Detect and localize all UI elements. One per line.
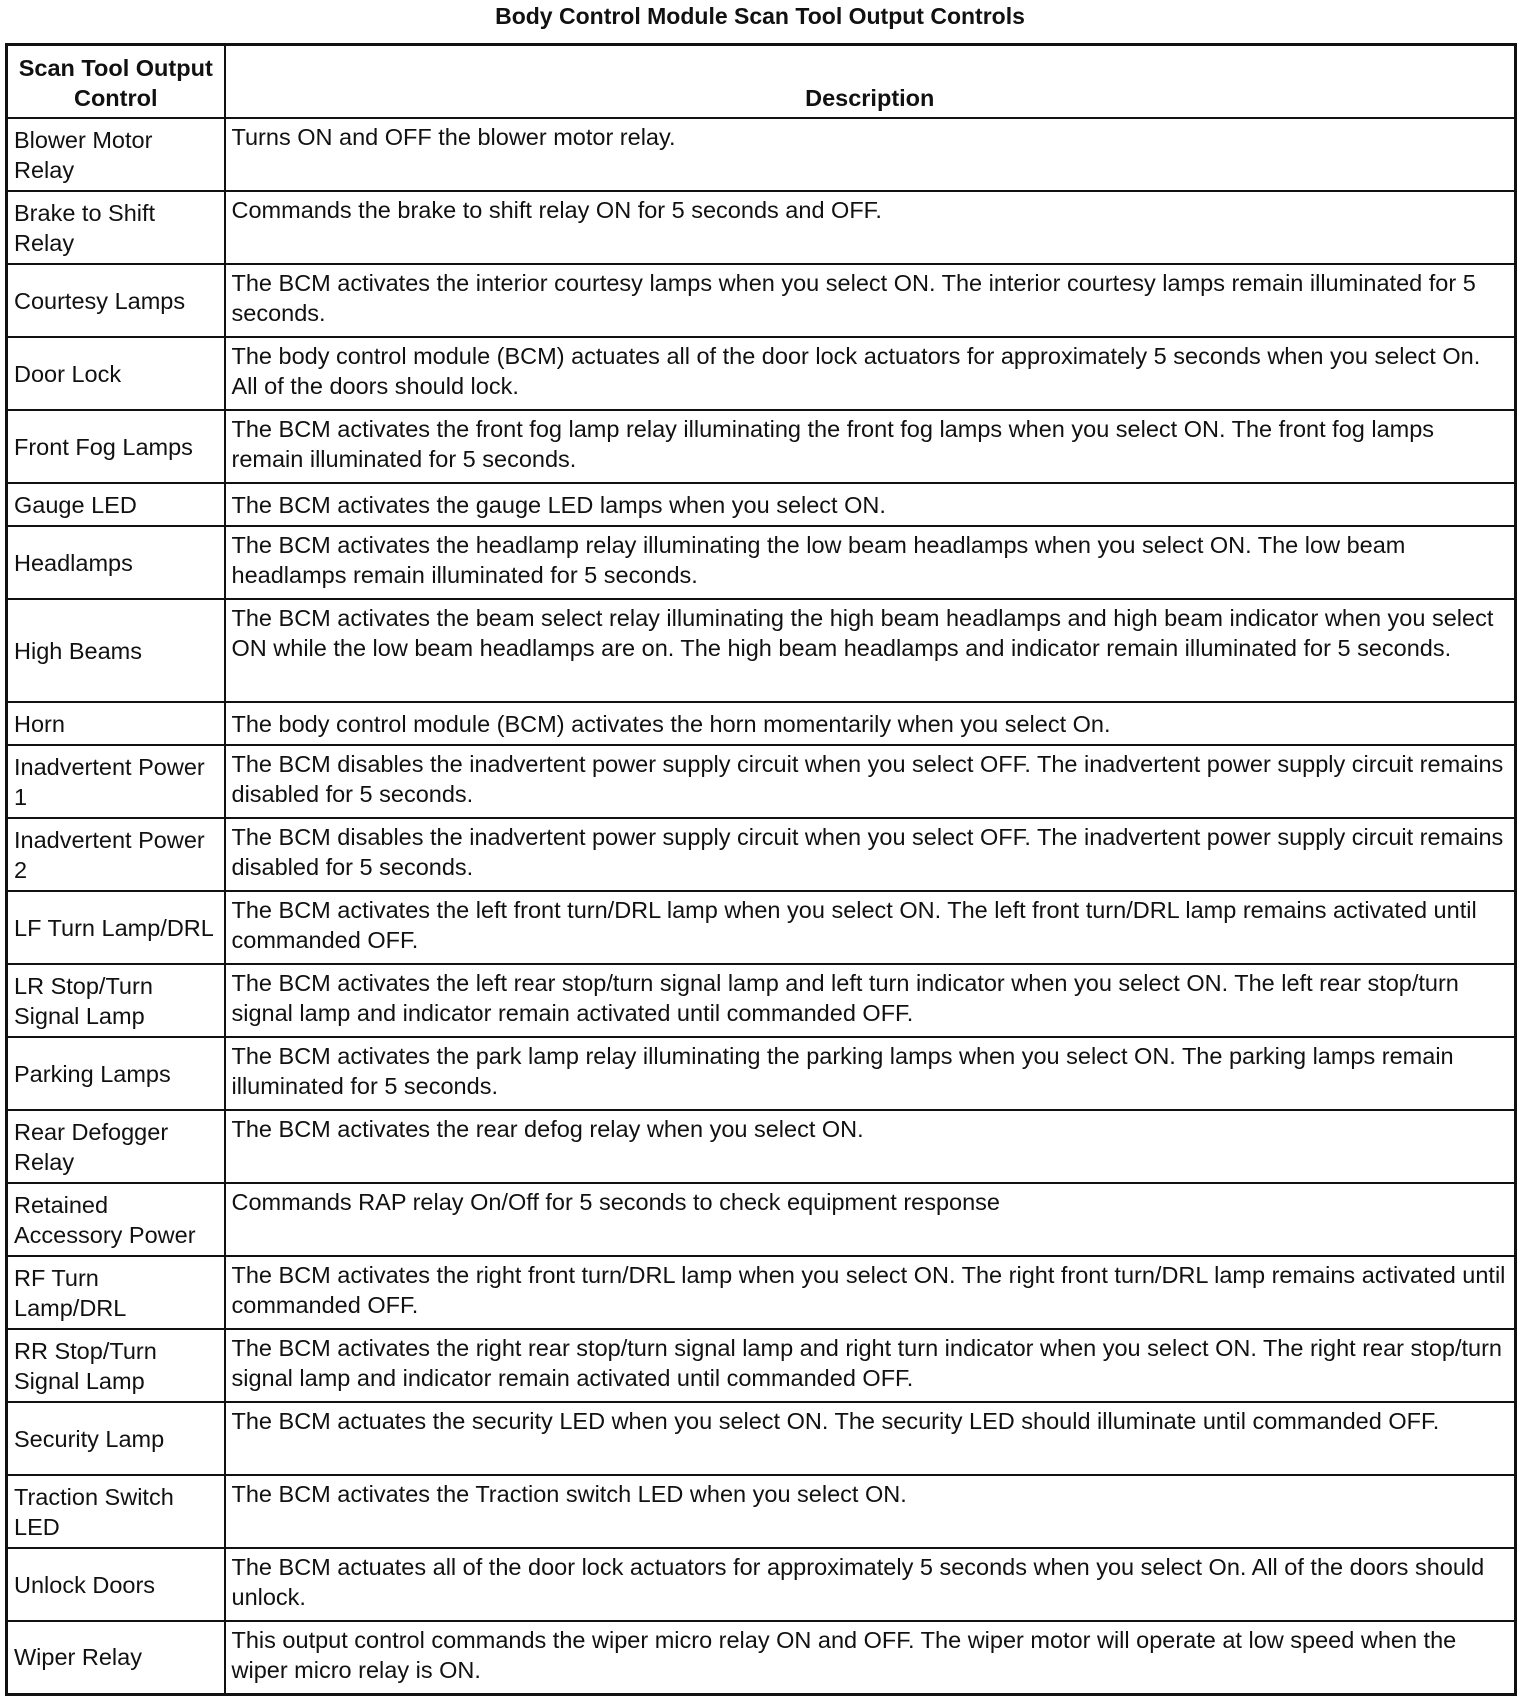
description-cell: The body control module (BCM) actuates all of the door lock actuators for approximately 5 seconds when you select On. All of the doors should lock. <box>225 337 1516 410</box>
table-row <box>7 526 1516 599</box>
control-name-cell: Inadvertent Power 2 <box>7 818 225 891</box>
table-row <box>7 1329 1516 1402</box>
description-cell: The BCM disables the inadvertent power supply circuit when you select OFF. The inadvertent power supply circuit remains disabled for 5 seconds. <box>225 818 1516 891</box>
control-name-cell: Horn <box>7 702 225 745</box>
control-name-cell: LR Stop/Turn Signal Lamp <box>7 964 225 1037</box>
control-name-cell: Traction Switch LED <box>7 1475 225 1548</box>
table-row <box>7 964 1516 1037</box>
table-row <box>7 118 1516 191</box>
page-title: Body Control Module Scan Tool Output Controls <box>495 3 1025 29</box>
table-row <box>7 410 1516 483</box>
control-name-cell: LF Turn Lamp/DRL <box>7 891 225 964</box>
table-row <box>7 191 1516 264</box>
control-name-cell: Parking Lamps <box>7 1037 225 1110</box>
control-name-cell: Security Lamp <box>7 1402 225 1475</box>
control-name-cell: Gauge LED <box>7 483 225 526</box>
description-cell: The BCM activates the beam select relay illuminating the high beam headlamps and high beam indicator when you select ON while the low beam headlamps are on. The high beam headlamps and indicator remain illuminated for 5 seconds. <box>225 599 1516 702</box>
control-name-cell: RR Stop/Turn Signal Lamp <box>7 1329 225 1402</box>
control-name-cell: Blower Motor Relay <box>7 118 225 191</box>
description-cell: The BCM actuates all of the door lock actuators for approximately 5 seconds when you select On. All of the doors should unlock. <box>225 1548 1516 1621</box>
description-cell: The BCM activates the gauge LED lamps when you select ON. <box>225 483 1516 526</box>
control-name-cell: High Beams <box>7 599 225 702</box>
column-header-description: Description <box>225 45 1516 119</box>
control-name-cell: Headlamps <box>7 526 225 599</box>
description-cell: The BCM actuates the security LED when you select ON. The security LED should illuminate until commanded OFF. <box>225 1402 1516 1475</box>
control-name-cell: Unlock Doors <box>7 1548 225 1621</box>
table-row <box>7 264 1516 337</box>
description-cell: This output control commands the wiper micro relay ON and OFF. The wiper motor will operate at low speed when the wiper micro relay is ON. <box>225 1621 1516 1694</box>
table-row <box>7 891 1516 964</box>
description-cell: Commands the brake to shift relay ON for 5 seconds and OFF. <box>225 191 1516 264</box>
table-row <box>7 1256 1516 1329</box>
column-header-control: Scan Tool Output Control <box>7 45 225 119</box>
description-cell: Turns ON and OFF the blower motor relay. <box>225 118 1516 191</box>
description-cell: The BCM activates the right front turn/DRL lamp when you select ON. The right front turn/DRL lamp remains activated until commanded OFF. <box>225 1256 1516 1329</box>
description-cell: The BCM activates the rear defog relay when you select ON. <box>225 1110 1516 1183</box>
control-name-cell: Rear Defogger Relay <box>7 1110 225 1183</box>
description-cell: The BCM activates the Traction switch LED when you select ON. <box>225 1475 1516 1548</box>
table-row <box>7 702 1516 745</box>
description-cell: The BCM activates the headlamp relay illuminating the low beam headlamps when you select ON. The low beam headlamps remain illuminated for 5 seconds. <box>225 526 1516 599</box>
table-row <box>7 1037 1516 1110</box>
control-name-cell: Inadvertent Power 1 <box>7 745 225 818</box>
table-row <box>7 1183 1516 1256</box>
control-name-cell: Front Fog Lamps <box>7 410 225 483</box>
table-row <box>7 1475 1516 1548</box>
description-cell: The BCM activates the left front turn/DRL lamp when you select ON. The left front turn/DRL lamp remains activated until commanded OFF. <box>225 891 1516 964</box>
table-row <box>7 745 1516 818</box>
description-cell: The BCM activates the park lamp relay illuminating the parking lamps when you select ON. The parking lamps remain illuminated for 5 seconds. <box>225 1037 1516 1110</box>
control-name-cell: RF Turn Lamp/DRL <box>7 1256 225 1329</box>
control-name-cell: Door Lock <box>7 337 225 410</box>
description-cell: The BCM activates the right rear stop/turn signal lamp and right turn indicator when you select ON. The right rear stop/turn signal lamp and indicator remain activated until commanded OFF. <box>225 1329 1516 1402</box>
control-name-cell: Courtesy Lamps <box>7 264 225 337</box>
description-cell: The BCM disables the inadvertent power supply circuit when you select OFF. The inadvertent power supply circuit remains disabled for 5 seconds. <box>225 745 1516 818</box>
description-cell: The BCM activates the front fog lamp relay illuminating the front fog lamps when you select ON. The front fog lamps remain illuminated for 5 seconds. <box>225 410 1516 483</box>
description-cell: The BCM activates the interior courtesy lamps when you select ON. The interior courtesy lamps remain illuminated for 5 seconds. <box>225 264 1516 337</box>
table-row <box>7 1548 1516 1621</box>
table-header-row <box>7 45 1516 119</box>
table-row <box>7 599 1516 702</box>
table-row <box>7 1110 1516 1183</box>
description-cell: The body control module (BCM) activates the horn momentarily when you select On. <box>225 702 1516 745</box>
control-name-cell: Retained Accessory Power <box>7 1183 225 1256</box>
description-cell: The BCM activates the left rear stop/turn signal lamp and left turn indicator when you select ON. The left rear stop/turn signal lamp and indicator remain activated until commanded OFF. <box>225 964 1516 1037</box>
table-row <box>7 818 1516 891</box>
description-cell: Commands RAP relay On/Off for 5 seconds to check equipment response <box>225 1183 1516 1256</box>
control-name-cell: Wiper Relay <box>7 1621 225 1694</box>
table-row <box>7 1621 1516 1694</box>
output-controls-table <box>5 43 1517 1696</box>
table-row <box>7 483 1516 526</box>
table-row <box>7 1402 1516 1475</box>
table-row <box>7 337 1516 410</box>
control-name-cell: Brake to Shift Relay <box>7 191 225 264</box>
